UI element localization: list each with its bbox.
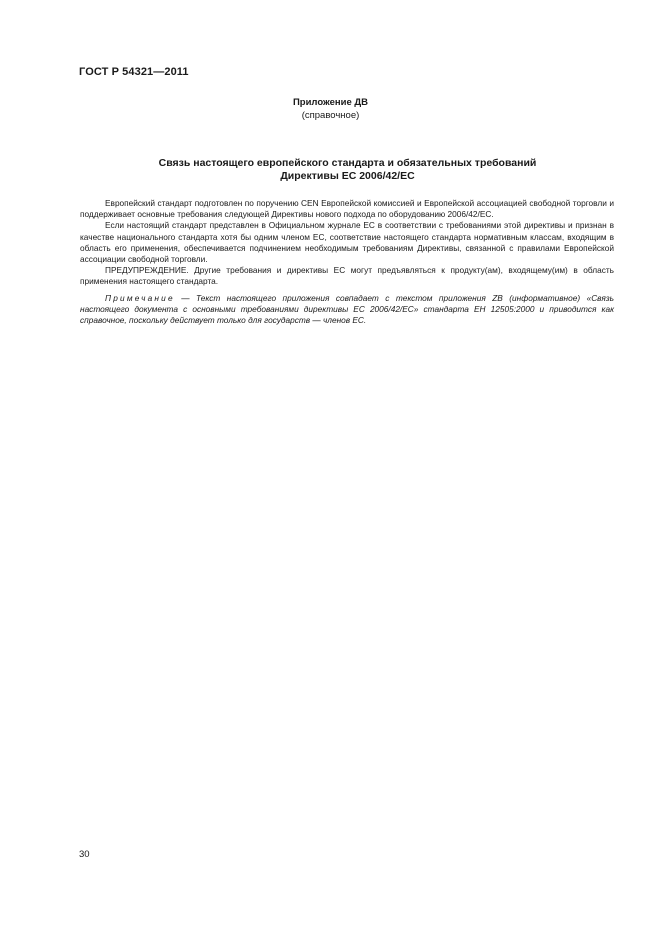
annex-title: Приложение ДВ — [292, 97, 369, 108]
section-title-line-2: Директивы ЕС 2006/42/ЕС — [280, 170, 415, 182]
paragraph: Европейский стандарт подготовлен по поручению CEN Европейской комиссией и Европейской ассоциацией свободной торговли и поддерживает основные требования следующей Директивы нового подхода по оборудованию 2006/42/ЕС. — [80, 198, 614, 220]
page-number: 30 — [79, 849, 90, 860]
body-text — [80, 198, 614, 326]
note-label: Примечание — [105, 292, 175, 303]
section-title-line-1: Связь настоящего европейского стандарта и обязательных требований — [158, 157, 537, 169]
paragraph: ПРЕДУПРЕЖДЕНИЕ. Другие требования и директивы ЕС могут предъявляться к продукту(ам), входящему(им) в область применения настоящего стандарта. — [80, 265, 614, 287]
section-title — [80, 157, 615, 183]
note — [80, 293, 614, 327]
paragraph: Если настоящий стандарт представлен в Официальном журнале ЕС в соответствии с требованиями этой директивы и признан в качестве национального стандарта хотя бы одним членом ЕС, соответствие настоящего стандарта нормативным классам, входящим в область его применения, обеспечивается подчинением необходимым требованиям Директивы, связанной с правилами Европейской ассоциации свободной торговли. — [80, 220, 614, 265]
annex-heading — [0, 96, 661, 122]
document-header: ГОСТ Р 54321—2011 — [79, 66, 189, 78]
note-text: — Текст настоящего приложения совпадает с текстом приложения ZB (информативное) «Связь настоящего документа с основными требованиями директивы ЕС 2006/42/ЕС» стандарта ЕН 12505:2000 и приводится как справочное, поскольку действует только для государств — членов ЕС. — [80, 292, 614, 326]
annex-type: (справочное) — [301, 110, 360, 121]
